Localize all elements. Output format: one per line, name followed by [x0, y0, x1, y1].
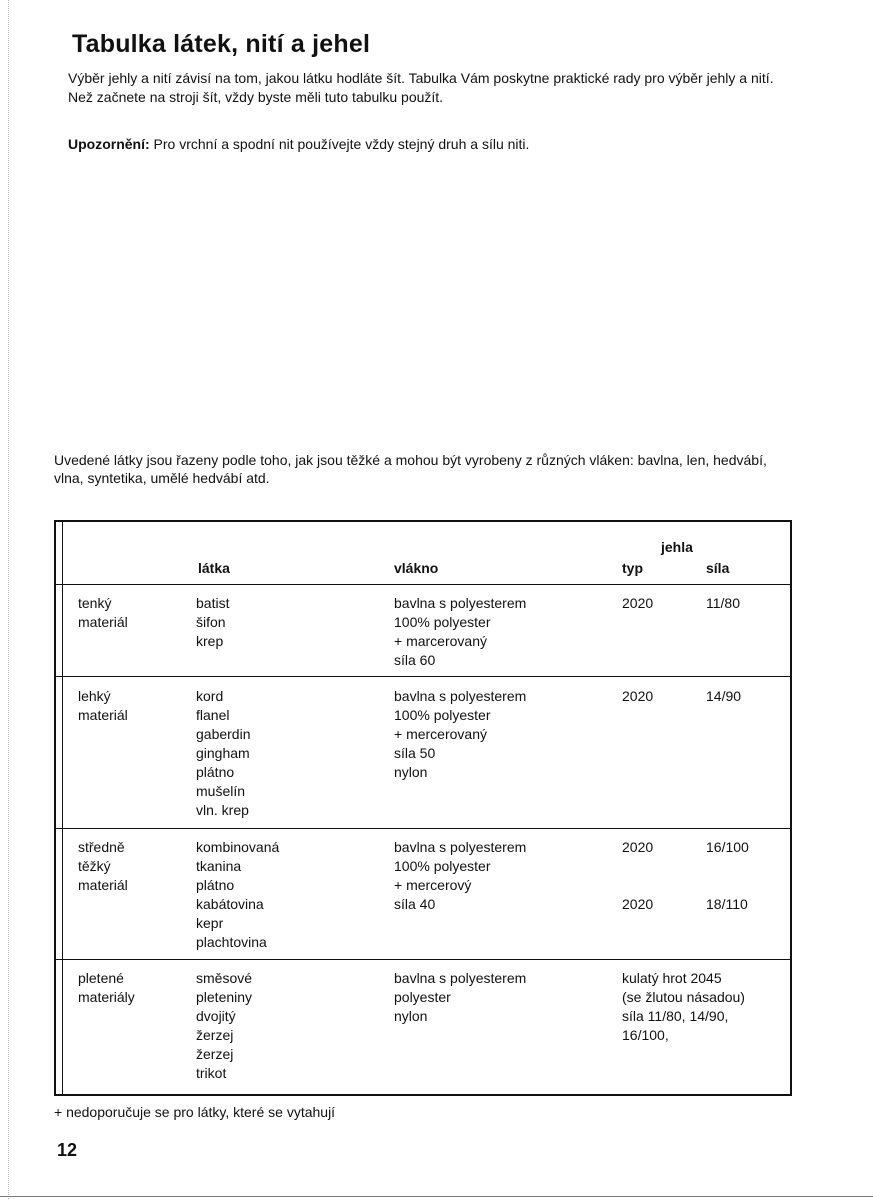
row-1-category: tenký materiál	[78, 595, 128, 630]
intro-paragraph: Výběr jehly a nití závisí na tom, jakou látku hodláte šít. Tabulka Vám poskytne praktické rady pro výběr jehly a nití. Než začnete na stroji šít, vždy byste měli tuto tabulku použít.	[68, 70, 774, 105]
row-3-size: 16/100 18/110	[706, 839, 749, 912]
page-number: 12	[57, 1140, 78, 1160]
warning-paragraph	[68, 135, 798, 154]
page-title: Tabulka látek, nití a jehel	[72, 30, 371, 58]
page-bottom-edge	[0, 1196, 873, 1197]
row-divider	[56, 676, 790, 677]
row-3-category: středně těžký materiál	[78, 839, 128, 893]
row-divider	[56, 828, 790, 829]
header-fiber: vlákno	[394, 560, 439, 576]
row-4-category: pletené materiály	[78, 970, 135, 1005]
row-1-fiber: bavlna s polyesterem 100% polyester + marcerovaný síla 60	[394, 595, 527, 668]
header-size: síla	[706, 560, 730, 576]
header-type: typ	[622, 560, 643, 576]
row-2-fiber: bavlna s polyesterem 100% polyester + mercerovaný síla 50 nylon	[394, 688, 527, 780]
row-4-fabrics: směsové pleteniny dvojitý žerzej žerzej trikot	[196, 970, 253, 1081]
warning-text: Pro vrchní a spodní nit používejte vždy stejný druh a sílu niti.	[149, 136, 530, 152]
row-3-type: 2020 2020	[622, 839, 654, 912]
header-divider	[56, 584, 790, 585]
row-1-type: 2020	[622, 595, 654, 611]
row-3-fabrics: kombinovaná tkanina plátno kabátovina kepr plachtovina	[196, 839, 280, 950]
page-edge	[8, 0, 9, 1199]
header-needle: jehla	[661, 539, 693, 555]
fabric-needle-table	[54, 520, 792, 1096]
row-2-fabrics: kord flanel gaberdin gingham plátno mušelín vln. krep	[196, 688, 251, 818]
row-4-fiber: bavlna s polyesterem polyester nylon	[394, 970, 527, 1024]
row-4-needle-note: kulatý hrot 2045 (se žlutou násadou) síla 11/80, 14/90, 16/100,	[622, 970, 745, 1043]
row-2-type: 2020	[622, 688, 654, 704]
row-divider	[56, 959, 790, 960]
header-fabric: látka	[198, 560, 230, 576]
row-3-fiber: bavlna s polyesterem 100% polyester + mercerový síla 40	[394, 839, 527, 912]
footnote: + nedoporučuje se pro látky, které se vytahují	[54, 1104, 336, 1120]
fabrics-note: Uvedené látky jsou řazeny podle toho, jak jsou těžké a mohou být vyrobeny z různých vláken: bavlna, len, hedvábí, vlna, syntetika, umělé hedvábí atd.	[54, 452, 767, 486]
row-1-fabrics: batist šifon krep	[196, 595, 230, 649]
table-inner-border	[62, 522, 63, 1094]
row-2-category: lehký materiál	[78, 688, 128, 723]
row-1-size: 11/80	[706, 595, 740, 611]
row-2-size: 14/90	[706, 688, 742, 704]
warning-label: Upozornění:	[68, 136, 150, 152]
